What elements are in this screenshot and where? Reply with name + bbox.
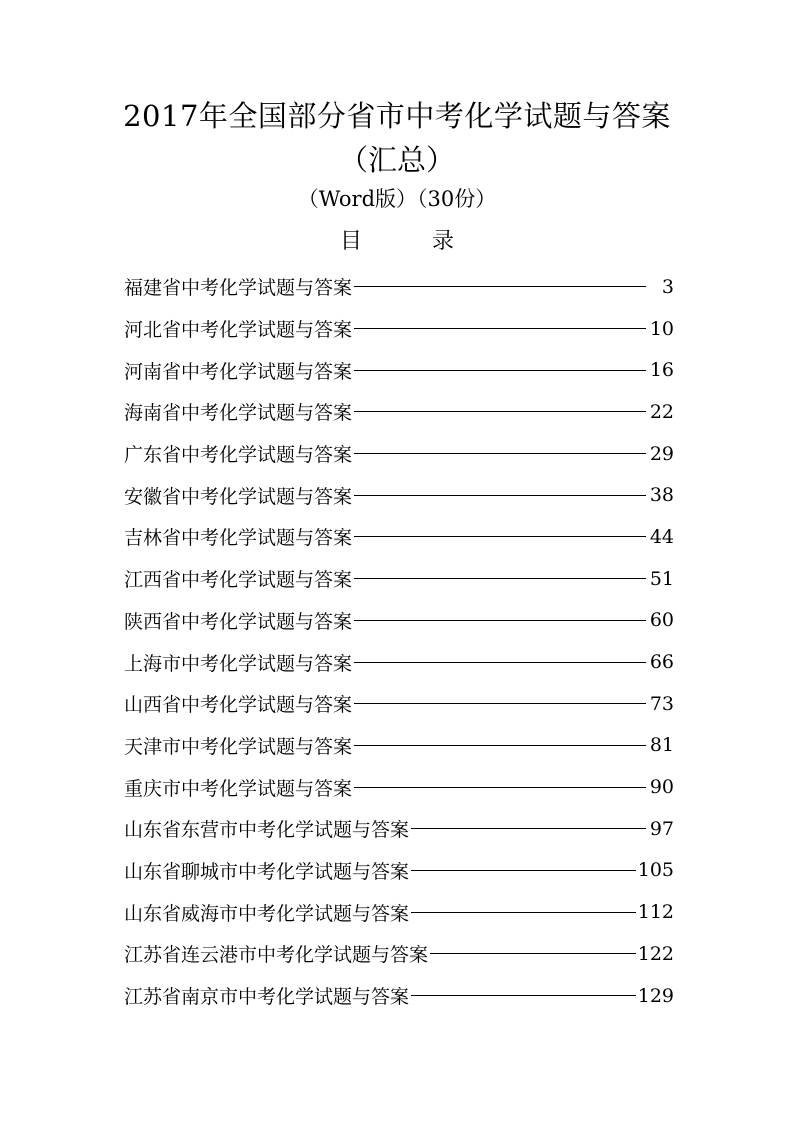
toc-leader-line <box>411 870 636 871</box>
toc-entry-label: 海南省中考化学试题与答案 <box>124 402 353 425</box>
toc-entry-page: 122 <box>637 942 674 965</box>
toc-entry-label: 吉林省中考化学试题与答案 <box>124 527 353 550</box>
toc-entry-page: 90 <box>649 776 674 799</box>
toc-entry-label: 江西省中考化学试题与答案 <box>124 569 353 592</box>
toc-entry-page: 29 <box>649 442 674 465</box>
toc-entry-page: 22 <box>649 400 674 423</box>
toc-leader-line <box>354 453 646 454</box>
toc-entry-page: 73 <box>649 692 674 715</box>
toc-entry-page: 97 <box>649 817 674 840</box>
toc-entry-page: 129 <box>637 984 674 1007</box>
toc-entry-page: 16 <box>649 359 674 382</box>
toc-entry-label: 江苏省连云港市中考化学试题与答案 <box>124 944 429 967</box>
toc-leader-line <box>354 578 646 579</box>
document-subtitle: （Word版）（30份） <box>297 187 497 211</box>
toc-entry[interactable] <box>124 600 674 642</box>
toc-heading-right: 录 <box>432 229 455 254</box>
toc-entry-page: 51 <box>649 567 674 590</box>
toc-entry-label: 山东省威海市中考化学试题与答案 <box>124 902 410 925</box>
toc-entry[interactable] <box>124 850 674 892</box>
toc-entry-page: 105 <box>637 859 674 882</box>
document-title: 2017年全国部分省市中考化学试题与答案 <box>123 99 671 133</box>
toc-leader-line <box>354 286 646 287</box>
toc-entry[interactable] <box>124 641 674 683</box>
toc-entry[interactable] <box>124 975 674 1017</box>
toc-entry-label: 天津市中考化学试题与答案 <box>124 735 353 758</box>
toc-leader-line <box>411 995 636 996</box>
toc-entry[interactable] <box>124 391 674 433</box>
toc-entry-label: 福建省中考化学试题与答案 <box>124 277 353 300</box>
toc-leader-line <box>354 703 646 704</box>
toc-entry[interactable] <box>124 766 674 808</box>
toc-entry[interactable] <box>124 891 674 933</box>
toc-leader-line <box>354 787 646 788</box>
toc-entry-label: 广东省中考化学试题与答案 <box>124 444 353 467</box>
toc-entry[interactable] <box>124 558 674 600</box>
toc-heading-left: 目 <box>339 229 362 254</box>
toc-entry[interactable] <box>124 433 674 475</box>
toc-entry-label: 陕西省中考化学试题与答案 <box>124 610 353 633</box>
toc-leader-line <box>354 411 646 412</box>
toc-entry-page: 66 <box>649 651 674 674</box>
toc-entry-label: 山东省聊城市中考化学试题与答案 <box>124 860 410 883</box>
toc-leader-line <box>354 495 646 496</box>
toc-entry[interactable] <box>124 266 674 308</box>
toc-heading <box>0 226 794 258</box>
toc-leader-line <box>430 953 636 954</box>
toc-entry-page: 38 <box>649 484 674 507</box>
toc-entry[interactable] <box>124 725 674 767</box>
toc-entry-page: 3 <box>661 275 674 298</box>
toc-entry-label: 安徽省中考化学试题与答案 <box>124 485 353 508</box>
toc-entry-label: 上海市中考化学试题与答案 <box>124 652 353 675</box>
toc-entry[interactable] <box>124 808 674 850</box>
toc-entry[interactable] <box>124 308 674 350</box>
toc-leader-line <box>354 328 646 329</box>
toc-leader-line <box>354 662 646 663</box>
toc-entry-label: 河北省中考化学试题与答案 <box>124 319 353 342</box>
toc-entry[interactable] <box>124 683 674 725</box>
table-of-contents <box>124 266 674 1016</box>
document-title-continued: （汇总） <box>338 143 455 177</box>
toc-entry-page: 10 <box>649 317 674 340</box>
toc-leader-line <box>354 745 646 746</box>
toc-entry-page: 112 <box>637 901 674 924</box>
toc-leader-line <box>354 620 646 621</box>
toc-entry-page: 60 <box>649 609 674 632</box>
toc-entry[interactable] <box>124 516 674 558</box>
toc-entry-page: 44 <box>649 525 674 548</box>
toc-leader-line <box>354 370 646 371</box>
toc-entry[interactable] <box>124 349 674 391</box>
toc-entry[interactable] <box>124 933 674 975</box>
toc-entry-label: 河南省中考化学试题与答案 <box>124 360 353 383</box>
toc-entry[interactable] <box>124 474 674 516</box>
toc-leader-line <box>411 912 636 913</box>
toc-entry-label: 山东省东营市中考化学试题与答案 <box>124 819 410 842</box>
toc-entry-label: 山西省中考化学试题与答案 <box>124 694 353 717</box>
toc-leader-line <box>354 536 646 537</box>
toc-leader-line <box>411 828 646 829</box>
toc-entry-page: 81 <box>649 734 674 757</box>
toc-entry-label: 江苏省南京市中考化学试题与答案 <box>124 986 410 1009</box>
toc-entry-label: 重庆市中考化学试题与答案 <box>124 777 353 800</box>
